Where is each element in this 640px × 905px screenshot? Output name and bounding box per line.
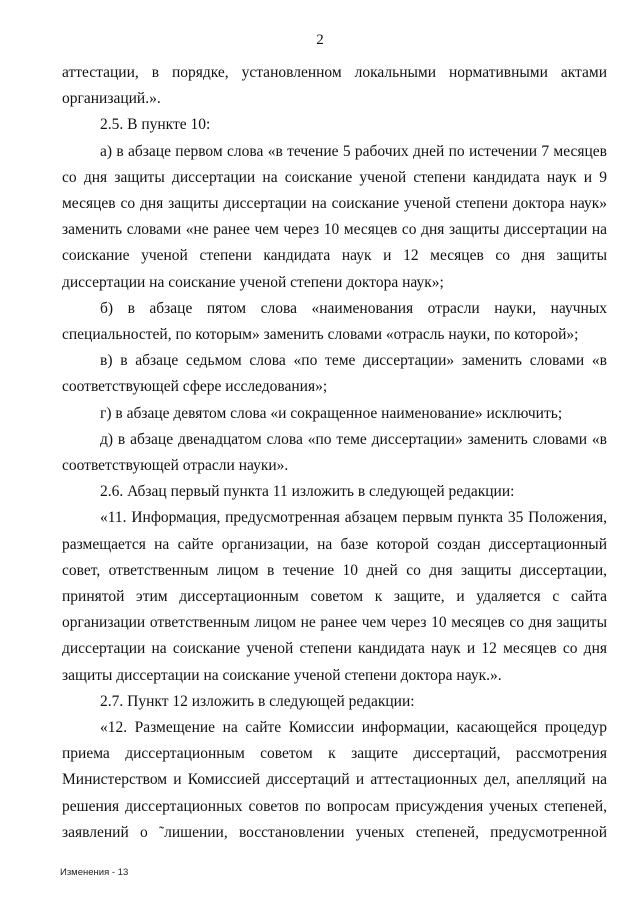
paragraph-11-text: «11. Информация, предусмотренная абзацем первым пункта 35 Положения, размещается на сайте организации, на базе которой создан диссертационный совет, ответственным лицом в течение 10 дней со дня защиты диссертации, принятой этим диссертационным советом к защите, и удаляется с сайта организации ответственным лицом не ранее чем через 10 месяцев со дня защиты диссертации на соискание ученой степени кандидата наук и 12 месяцев со дня защиты диссертации на соискание ученой степени доктора наук.». xyxy=(62,509,607,684)
paragraph-2-5: 2.5. В пункте 10: xyxy=(100,116,211,134)
footer-note: Изменения - 13 xyxy=(60,867,129,878)
paragraph-2-5-b: б) в абзаце пятом слова «наименования отрасли науки, научных специальностей, по которым» заменить словами «отрасль науки, по которой»; xyxy=(62,299,607,344)
paragraph-2-5-v: в) в абзаце седьмом слова «по теме диссертации» заменить словами «в соответствующей сфере исследования»; xyxy=(62,352,607,396)
paragraph-12-text: «12. Размещение на сайте Комиссии информации, касающейся процедур приема диссертационным советом к защите диссертаций, рассмотрения Министерством и Комиссией диссертаций и аттестационных дел, апелляций на решения диссертационных советов по вопросам присуждения ученых степеней, заявлений о ˜лишении, восстановлении ученых степеней, предусмотренной xyxy=(62,719,607,841)
paragraph-2-5-d: д) в абзаце двенадцатом слова «по теме диссертации» заменить словами «в соответствующей отрасли науки». xyxy=(62,430,607,475)
paragraph-2-5-g: г) в абзаце девятом слова «и сокращенное наименование» исключить; xyxy=(100,404,563,422)
paragraph-2-7: 2.7. Пункт 12 изложить в следующей редакции: xyxy=(100,692,415,710)
document-body xyxy=(62,60,607,846)
paragraph-2-6: 2.6. Абзац первый пункта 11 изложить в следующей редакции: xyxy=(100,483,515,501)
page-number: 2 xyxy=(316,32,324,48)
paragraph-2-5-a: а) в абзаце первом слова «в течение 5 рабочих дней по истечении 7 месяцев со дня защиты диссертации на соискание ученой степени кандидата наук и 9 месяцев со дня защиты диссертации на соискание ученой степени доктора наук» заменить словами «не ранее чем через 10 месяцев со дня защиты диссертации на соискание ученой степени кандидата наук и 12 месяцев со дня защиты диссертации на соискание ученой степени доктора наук»; xyxy=(62,142,607,291)
paragraph-continuation: аттестации, в порядке, установленном локальными нормативными актами организаций.». xyxy=(62,64,607,108)
